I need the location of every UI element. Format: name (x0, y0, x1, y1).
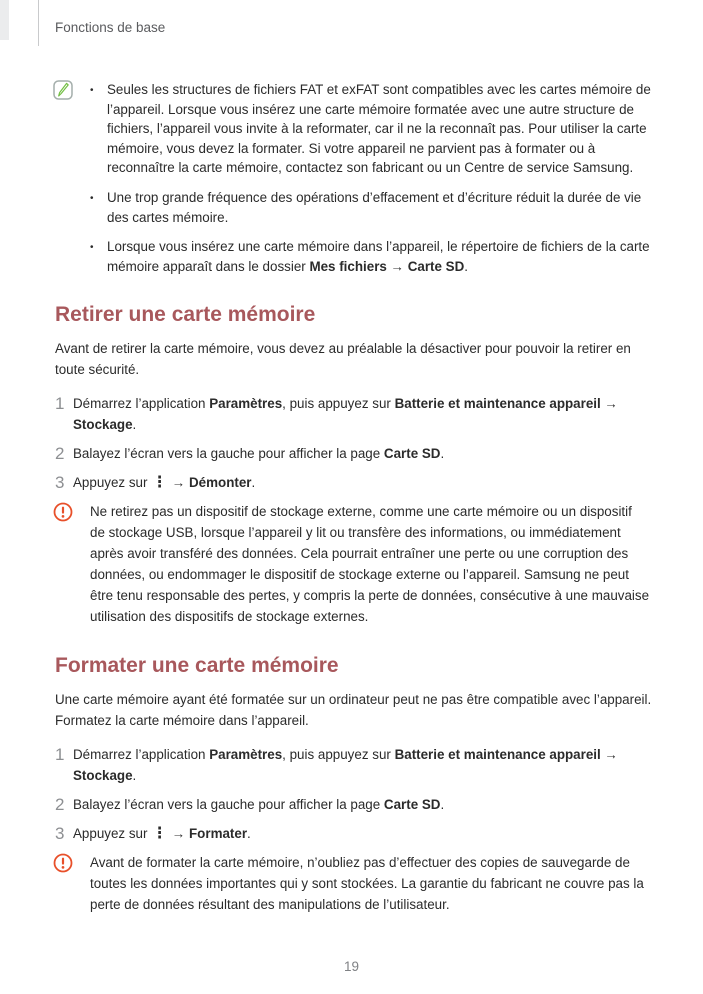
step-item (55, 744, 653, 786)
step-list (53, 393, 653, 493)
bullet-marker: • (90, 192, 94, 204)
bullet-marker: • (90, 242, 94, 254)
step-text: Démarrez l’application Paramètres, puis appuyez sur Batterie et maintenance appareil → Stockage. (73, 747, 618, 784)
note-bullet-text: Une trop grande fréquence des opérations d’effacement et d’écriture réduit la durée de vie des cartes mémoire. (107, 189, 642, 225)
chapter-header: Fonctions de base (55, 20, 166, 35)
section-intro: Avant de retirer la carte mémoire, vous devez au préalable la désactiver pour pouvoir la retirer en toute sécurité. (55, 341, 631, 378)
warning-text: Ne retirez pas un dispositif de stockage externe, comme une carte mémoire ou un dispositif de stockage USB, lorsque l’appareil y lit ou transfère des informations, ou immédiatement après avoir transféré des données. Cela pourrait entraîner une perte ou une corruption des données, ou endommager le dispositif de stockage externe ou l’appareil. Samsung ne peut être tenu responsable des pertes, y compris la perte de données, consécutive à une mauvaise utilisation des dispositifs de stockage externes. (90, 504, 650, 625)
step-number: 2 (55, 795, 65, 815)
step-text: Appuyez sur ⋮ → Formater. (73, 823, 251, 844)
step-number: 1 (55, 394, 65, 414)
note-callout (53, 80, 653, 276)
step-item (55, 794, 653, 815)
warning-callout (53, 501, 653, 627)
step-text: Appuyez sur ⋮ → Démonter. (73, 472, 255, 493)
note-bullet-item (90, 237, 653, 276)
step-text: Démarrez l’application Paramètres, puis appuyez sur Batterie et maintenance appareil → Stockage. (73, 396, 618, 433)
step-number: 2 (55, 444, 65, 464)
step-text: Balayez l’écran vers la gauche pour afficher la page Carte SD. (73, 797, 445, 813)
warning-callout (53, 852, 653, 915)
note-bullet-item (90, 80, 653, 178)
section-intro: Une carte mémoire ayant été formatée sur un ordinateur peut ne pas être compatible avec l’appareil. Formatez la carte mémoire dans l’appareil. (55, 692, 652, 729)
warning-exclamation-icon (53, 501, 73, 522)
note-bullet-text: Seules les structures de fichiers FAT et exFAT sont compatibles avec les cartes mémoire de l’appareil. Lorsque vous insérez une carte mémoire formatée avec une autre structure de fichiers, l’appareil vous invite à la reformater, car il ne la reconnaît pas. Pour utiliser la carte mémoire, vous devez la formater. Si votre appareil ne parvient pas à formater ou à reconnaître la carte mémoire, contactez son fabricant ou un Centre de service Samsung. (107, 82, 651, 176)
more-options-icon: ⋮ (152, 824, 168, 843)
more-options-icon: ⋮ (152, 473, 168, 492)
step-number: 3 (55, 824, 65, 844)
step-list (53, 744, 653, 844)
section-format-memory-card (53, 653, 653, 915)
step-item (55, 472, 653, 493)
section-title: Retirer une carte mémoire (55, 303, 316, 327)
step-item (55, 393, 653, 435)
note-pencil-icon (53, 80, 73, 100)
note-bullet-text: Lorsque vous insérez une carte mémoire dans l’appareil, le répertoire de fichiers de la carte mémoire apparaît dans le dossier Mes fichiers → Carte SD. (107, 239, 650, 274)
step-item (55, 823, 653, 844)
step-number: 3 (55, 473, 65, 493)
bullet-marker: • (90, 85, 94, 96)
warning-exclamation-icon (53, 852, 73, 873)
warning-text: Avant de formater la carte mémoire, n’oubliez pas d’effectuer des copies de sauvegarde de toutes les données importantes qui y sont stockées. La garantie du fabricant ne couvre pas la perte de données résultant des manipulations de l’utilisateur. (90, 855, 644, 913)
step-text: Balayez l’écran vers la gauche pour afficher la page Carte SD. (73, 446, 445, 462)
note-bullet-list (90, 80, 653, 276)
step-number: 1 (55, 745, 65, 765)
section-title: Formater une carte mémoire (55, 654, 339, 678)
section-remove-memory-card (53, 302, 653, 627)
page-number: 19 (343, 959, 360, 974)
step-item (55, 443, 653, 464)
note-bullet-item (90, 188, 653, 227)
